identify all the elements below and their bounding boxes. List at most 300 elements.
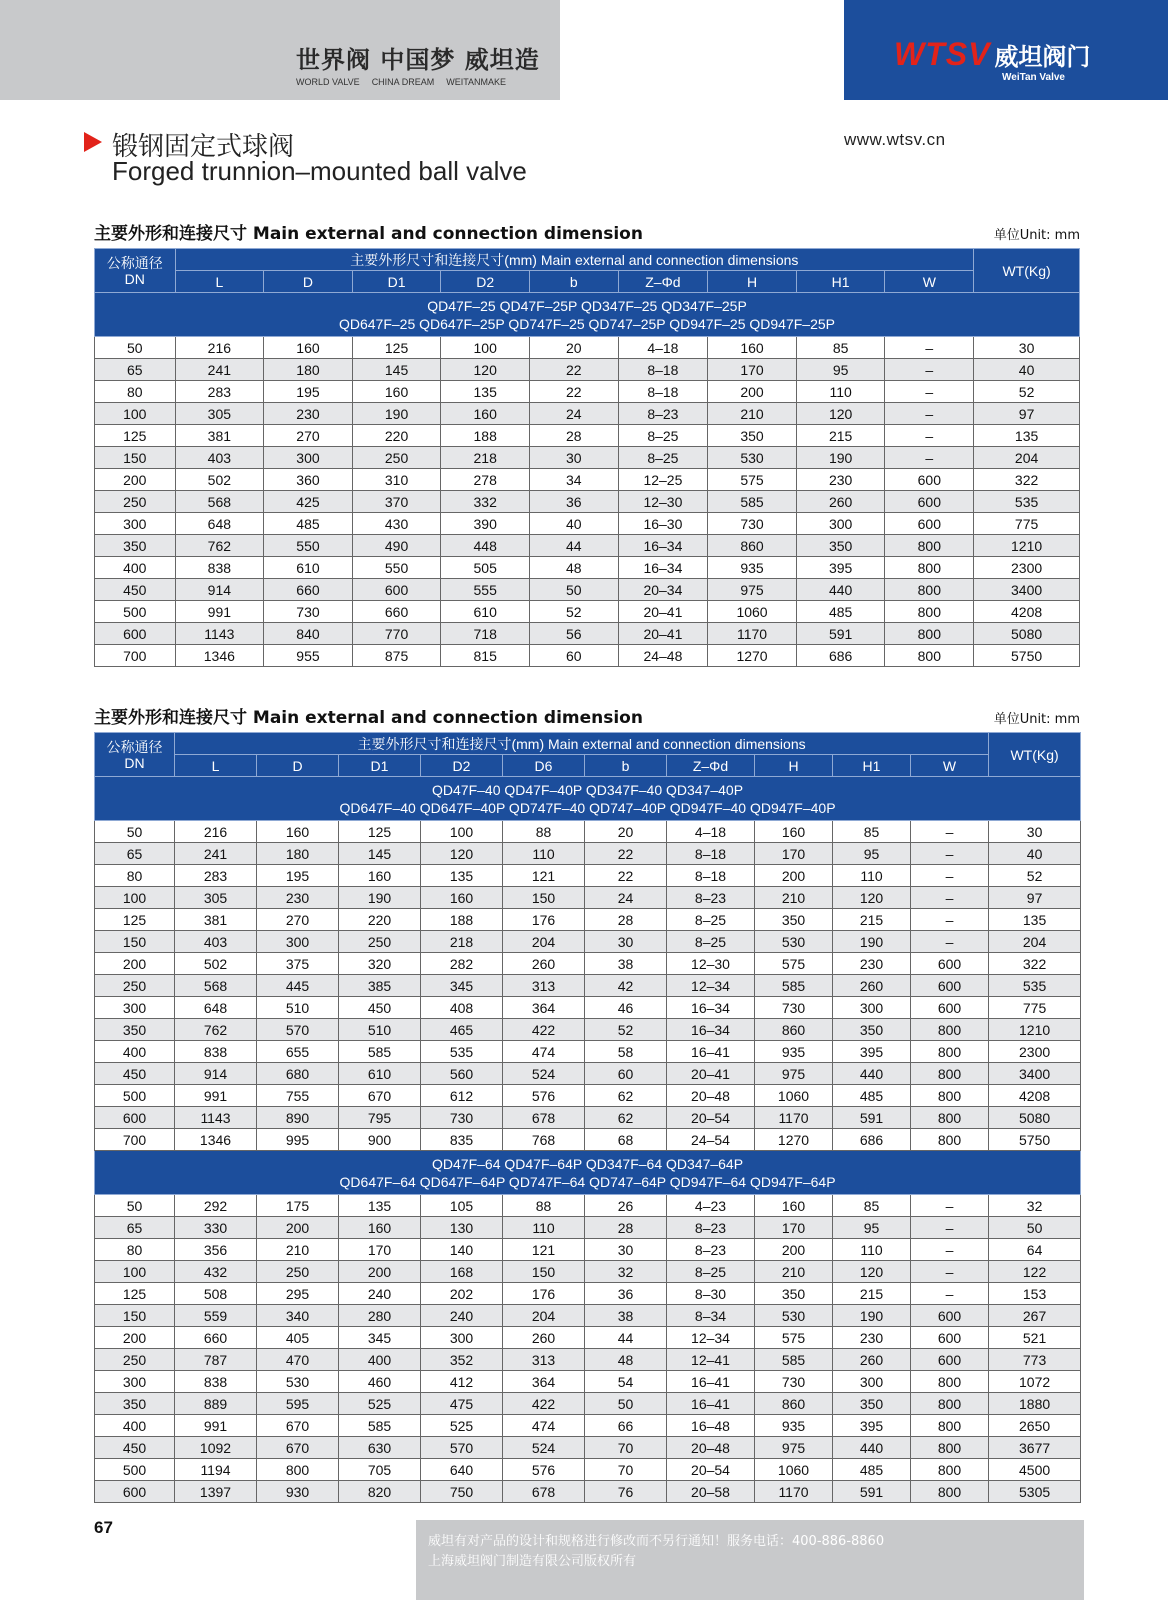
value-cell: 385 (339, 975, 421, 997)
column-header: D (264, 271, 353, 293)
value-cell: – (911, 1283, 989, 1305)
value-cell: 200 (339, 1261, 421, 1283)
value-cell: 8–23 (667, 1239, 755, 1261)
value-cell: 350 (796, 535, 885, 557)
value-cell: 800 (885, 535, 974, 557)
value-cell: 381 (175, 909, 257, 931)
value-cell: 230 (833, 1327, 911, 1349)
value-cell: 48 (585, 1349, 667, 1371)
value-cell: 364 (503, 1371, 585, 1393)
value-cell: 160 (755, 1195, 833, 1217)
value-cell: 800 (885, 645, 974, 667)
value-cell: 230 (796, 469, 885, 491)
value-cell: 762 (175, 535, 264, 557)
value-cell: 648 (175, 997, 257, 1019)
value-cell: 800 (911, 1371, 989, 1393)
value-cell: 88 (503, 1195, 585, 1217)
value-cell: 1210 (989, 1019, 1081, 1041)
value-cell: 800 (911, 1107, 989, 1129)
table-row (95, 447, 1080, 469)
value-cell: 175 (257, 1195, 339, 1217)
value-cell: 460 (339, 1371, 421, 1393)
value-cell: 550 (352, 557, 441, 579)
value-cell: 991 (175, 1085, 257, 1107)
table-row (95, 975, 1081, 997)
value-cell: 750 (421, 1481, 503, 1503)
value-cell: 20–41 (667, 1063, 755, 1085)
value-cell: 470 (257, 1349, 339, 1371)
model-list (95, 777, 1081, 821)
dn-cell: 65 (95, 843, 175, 865)
table-row (95, 1085, 1081, 1107)
value-cell: 190 (352, 403, 441, 425)
table-row (95, 1063, 1081, 1085)
value-cell: – (911, 821, 989, 843)
value-cell: 403 (175, 931, 257, 953)
value-cell: 585 (708, 491, 797, 513)
value-cell: 216 (175, 337, 264, 359)
dn-cell: 250 (95, 975, 175, 997)
dn-cell: 300 (95, 513, 176, 535)
value-cell: 640 (421, 1459, 503, 1481)
value-cell: 16–34 (618, 557, 708, 579)
dn-cell: 125 (95, 909, 175, 931)
value-cell: 44 (585, 1327, 667, 1349)
value-cell: 1170 (755, 1107, 833, 1129)
value-cell: 800 (911, 1393, 989, 1415)
value-cell: 70 (585, 1459, 667, 1481)
dn-cell: 150 (95, 1305, 175, 1327)
value-cell: 570 (421, 1437, 503, 1459)
column-header: W (885, 271, 974, 293)
value-cell: 16–41 (667, 1371, 755, 1393)
value-cell: 85 (833, 821, 911, 843)
table-row (95, 579, 1080, 601)
dn-cell: 125 (95, 425, 176, 447)
value-cell: 190 (833, 931, 911, 953)
value-cell: 22 (585, 843, 667, 865)
value-cell: 576 (503, 1459, 585, 1481)
value-cell: 559 (175, 1305, 257, 1327)
value-cell: 313 (503, 975, 585, 997)
dn-cell: 125 (95, 1283, 175, 1305)
column-header: L (175, 271, 264, 293)
value-cell: 34 (529, 469, 618, 491)
slogan-en (296, 77, 546, 87)
value-cell: 135 (974, 425, 1080, 447)
table-row (95, 1393, 1081, 1415)
value-cell: 120 (441, 359, 530, 381)
value-cell: 16–48 (667, 1415, 755, 1437)
dn-cell: 350 (95, 1019, 175, 1041)
table-row (95, 381, 1080, 403)
value-cell: 600 (911, 997, 989, 1019)
value-cell: 28 (585, 1217, 667, 1239)
value-cell: 100 (421, 821, 503, 843)
value-cell: 345 (339, 1327, 421, 1349)
value-cell: 140 (421, 1239, 503, 1261)
dn-cell: 450 (95, 579, 176, 601)
value-cell: 8–34 (667, 1305, 755, 1327)
value-cell: 660 (264, 579, 353, 601)
value-cell: 2300 (974, 557, 1080, 579)
value-cell: 280 (339, 1305, 421, 1327)
header-brand-band (844, 0, 1168, 100)
value-cell: 502 (175, 469, 264, 491)
table2-section-title: 主要外形和连接尺寸 Main external and connection dimension (94, 708, 643, 728)
value-cell: 230 (833, 953, 911, 975)
value-cell: 12–41 (667, 1349, 755, 1371)
value-cell: 8–23 (667, 1217, 755, 1239)
value-cell: 1270 (755, 1129, 833, 1151)
value-cell: 400 (339, 1349, 421, 1371)
table-row (95, 1305, 1081, 1327)
dn-header-en: DN (124, 270, 145, 287)
value-cell: 135 (441, 381, 530, 403)
model-line: QD47F–40 QD47F–40P QD347F–40 QD347–40P (432, 781, 744, 798)
value-cell: – (885, 425, 974, 447)
table-row (95, 337, 1080, 359)
value-cell: 210 (257, 1239, 339, 1261)
value-cell: 70 (585, 1437, 667, 1459)
value-cell: 180 (264, 359, 353, 381)
table-row (95, 1019, 1081, 1041)
value-cell: 445 (257, 975, 339, 997)
value-cell: 230 (257, 887, 339, 909)
value-cell: 350 (833, 1019, 911, 1041)
value-cell: 530 (755, 931, 833, 953)
table-row (95, 1195, 1081, 1217)
value-cell: 800 (885, 601, 974, 623)
value-cell: 176 (503, 909, 585, 931)
value-cell: 730 (755, 997, 833, 1019)
table-row (95, 557, 1080, 579)
value-cell: 85 (833, 1195, 911, 1217)
value-cell: 800 (911, 1437, 989, 1459)
value-cell: 535 (989, 975, 1081, 997)
table-row (95, 1415, 1081, 1437)
value-cell: 755 (257, 1085, 339, 1107)
value-cell: 20–41 (618, 601, 708, 623)
value-cell: 600 (885, 513, 974, 535)
value-cell: 42 (585, 975, 667, 997)
dn-cell: 500 (95, 1459, 175, 1481)
value-cell: 110 (796, 381, 885, 403)
value-cell: 576 (503, 1085, 585, 1107)
value-cell: 160 (339, 865, 421, 887)
value-cell: 283 (175, 381, 264, 403)
value-cell: 332 (441, 491, 530, 513)
model-list (95, 1151, 1081, 1195)
value-cell: 395 (833, 1041, 911, 1063)
dn-cell: 300 (95, 997, 175, 1019)
value-cell: 530 (257, 1371, 339, 1393)
table-row (95, 1239, 1081, 1261)
dn-cell: 250 (95, 1349, 175, 1371)
value-cell: 105 (421, 1195, 503, 1217)
value-cell: 292 (175, 1195, 257, 1217)
value-cell: 1060 (708, 601, 797, 623)
value-cell: 474 (503, 1041, 585, 1063)
value-cell: 30 (974, 337, 1080, 359)
value-cell: 20–48 (667, 1085, 755, 1107)
table-row (95, 1459, 1081, 1481)
value-cell: 66 (585, 1415, 667, 1437)
value-cell: 12–34 (667, 975, 755, 997)
value-cell: 40 (529, 513, 618, 535)
column-header: H (708, 271, 797, 293)
dn-cell: 80 (95, 865, 175, 887)
value-cell: 195 (257, 865, 339, 887)
value-cell: 730 (421, 1107, 503, 1129)
table-row (95, 403, 1080, 425)
value-cell: 490 (352, 535, 441, 557)
value-cell: 150 (503, 887, 585, 909)
value-cell: 188 (421, 909, 503, 931)
value-cell: 32 (585, 1261, 667, 1283)
value-cell: 670 (339, 1085, 421, 1107)
table-row (95, 953, 1081, 975)
dn-cell: 65 (95, 359, 176, 381)
value-cell: 430 (352, 513, 441, 535)
value-cell: 30 (989, 821, 1081, 843)
value-cell: 24–54 (667, 1129, 755, 1151)
model-row (95, 777, 1081, 821)
value-cell: 300 (833, 997, 911, 1019)
value-cell: 524 (503, 1063, 585, 1085)
slogan-en-3: WEITANMAKE (446, 77, 507, 87)
table-row (95, 887, 1081, 909)
model-row (95, 1151, 1081, 1195)
value-cell: 30 (529, 447, 618, 469)
value-cell: 4500 (989, 1459, 1081, 1481)
slogan-cn: 世界阀 中国梦 威坦造 (296, 45, 540, 74)
value-cell: 535 (974, 491, 1080, 513)
value-cell: 8–23 (667, 887, 755, 909)
value-cell: 24 (585, 887, 667, 909)
value-cell: 8–23 (618, 403, 708, 425)
table-row (95, 1217, 1081, 1239)
value-cell: 121 (503, 865, 585, 887)
value-cell: 56 (529, 623, 618, 645)
value-cell: 68 (585, 1129, 667, 1151)
dn-cell: 500 (95, 1085, 175, 1107)
value-cell: 125 (339, 821, 421, 843)
column-header: b (585, 755, 667, 777)
value-cell: 8–25 (618, 447, 708, 469)
value-cell: 260 (503, 1327, 585, 1349)
value-cell: 935 (755, 1415, 833, 1437)
value-cell: 600 (911, 1327, 989, 1349)
value-cell: 773 (989, 1349, 1081, 1371)
value-cell: 145 (352, 359, 441, 381)
value-cell: – (885, 447, 974, 469)
value-cell: 440 (833, 1437, 911, 1459)
value-cell: 215 (833, 909, 911, 931)
value-cell: 32 (989, 1195, 1081, 1217)
value-cell: 204 (503, 1305, 585, 1327)
value-cell: 170 (755, 1217, 833, 1239)
value-cell: 585 (755, 1349, 833, 1371)
table-row (95, 909, 1081, 931)
value-cell: 313 (503, 1349, 585, 1371)
value-cell: 630 (339, 1437, 421, 1459)
value-cell: – (911, 843, 989, 865)
value-cell: 381 (175, 425, 264, 447)
value-cell: 955 (264, 645, 353, 667)
value-cell: 450 (339, 997, 421, 1019)
value-cell: 12–25 (618, 469, 708, 491)
value-cell: 340 (257, 1305, 339, 1327)
dimensions-group-header: 主要外形尺寸和连接尺寸(mm) Main external and connection dimensions (175, 249, 974, 271)
value-cell: 800 (911, 1063, 989, 1085)
table2-unit: 单位Unit: mm (993, 712, 1080, 727)
value-cell: 800 (911, 1415, 989, 1437)
value-cell: 100 (441, 337, 530, 359)
value-cell: 60 (585, 1063, 667, 1085)
dn-cell: 80 (95, 381, 176, 403)
value-cell: 282 (421, 953, 503, 975)
value-cell: 120 (796, 403, 885, 425)
value-cell: 474 (503, 1415, 585, 1437)
value-cell: 50 (585, 1393, 667, 1415)
value-cell: 600 (885, 469, 974, 491)
value-cell: 705 (339, 1459, 421, 1481)
value-cell: 4208 (989, 1085, 1081, 1107)
value-cell: 240 (421, 1305, 503, 1327)
value-cell: 110 (833, 865, 911, 887)
value-cell: 5305 (989, 1481, 1081, 1503)
value-cell: 200 (755, 1239, 833, 1261)
value-cell: 975 (755, 1063, 833, 1085)
value-cell: 4–18 (618, 337, 708, 359)
value-cell: 168 (421, 1261, 503, 1283)
dn-cell: 700 (95, 645, 176, 667)
value-cell: 200 (257, 1217, 339, 1239)
value-cell: 322 (974, 469, 1080, 491)
value-cell: 375 (257, 953, 339, 975)
value-cell: 1170 (755, 1481, 833, 1503)
value-cell: 800 (911, 1085, 989, 1107)
value-cell: 85 (796, 337, 885, 359)
value-cell: 686 (796, 645, 885, 667)
column-header: W (911, 755, 989, 777)
value-cell: 403 (175, 447, 264, 469)
slogan-en-2: CHINA DREAM (371, 77, 435, 87)
model-line: QD647F–25 QD647F–25P QD747F–25 QD747–25P QD947F–25 QD947F–25P (338, 315, 835, 332)
value-cell: 121 (503, 1239, 585, 1261)
value-cell: 575 (708, 469, 797, 491)
dn-cell: 100 (95, 403, 176, 425)
table-row (95, 623, 1080, 645)
value-cell: 648 (175, 513, 264, 535)
value-cell: 1194 (175, 1459, 257, 1481)
dn-cell: 400 (95, 1041, 175, 1063)
value-cell: 530 (755, 1305, 833, 1327)
value-cell: 215 (833, 1283, 911, 1305)
value-cell: 170 (708, 359, 797, 381)
value-cell: 52 (974, 381, 1080, 403)
value-cell: 680 (257, 1063, 339, 1085)
value-cell: 260 (796, 491, 885, 513)
value-cell: 890 (257, 1107, 339, 1129)
value-cell: 8–18 (618, 381, 708, 403)
dn-header-en: DN (124, 754, 145, 771)
dn-header-cn: 公称通径 (106, 254, 163, 271)
value-cell: 935 (755, 1041, 833, 1063)
value-cell: 730 (708, 513, 797, 535)
dn-cell: 80 (95, 1239, 175, 1261)
value-cell: 840 (264, 623, 353, 645)
dn-cell: 600 (95, 1481, 175, 1503)
dimension-table-2 (94, 732, 1081, 1503)
value-cell: 838 (175, 557, 264, 579)
dimensions-group-header: 主要外形尺寸和连接尺寸(mm) Main external and connection dimensions (175, 733, 989, 755)
value-cell: 370 (352, 491, 441, 513)
value-cell: 352 (421, 1349, 503, 1371)
value-cell: 36 (585, 1283, 667, 1305)
value-cell: 30 (585, 1239, 667, 1261)
value-cell: 38 (585, 953, 667, 975)
table1-section-title: 主要外形和连接尺寸 Main external and connection dimension (94, 224, 643, 244)
value-cell: 350 (755, 1283, 833, 1305)
value-cell: 16–30 (618, 513, 708, 535)
value-cell: 3400 (974, 579, 1080, 601)
dn-cell: 65 (95, 1217, 175, 1239)
dn-cell: 700 (95, 1129, 175, 1151)
model-line: QD647F–40 QD647F–40P QD747F–40 QD747–40P QD947F–40 QD947F–40P (339, 799, 836, 816)
value-cell: 4–18 (667, 821, 755, 843)
column-header: Z–Φd (667, 755, 755, 777)
table-row (95, 1371, 1081, 1393)
value-cell: 20–41 (618, 623, 708, 645)
table-row (95, 491, 1080, 513)
table-row (95, 1349, 1081, 1371)
dn-cell: 450 (95, 1437, 175, 1459)
value-cell: 48 (529, 557, 618, 579)
dn-cell: 500 (95, 601, 176, 623)
dn-cell: 350 (95, 1393, 175, 1415)
value-cell: 5080 (989, 1107, 1081, 1129)
value-cell: 62 (585, 1107, 667, 1129)
value-cell: 678 (503, 1107, 585, 1129)
value-cell: 838 (175, 1371, 257, 1393)
value-cell: 241 (175, 843, 257, 865)
table-row (95, 1283, 1081, 1305)
value-cell: 16–41 (667, 1393, 755, 1415)
dn-cell: 300 (95, 1371, 175, 1393)
value-cell: 322 (989, 953, 1081, 975)
value-cell: 180 (257, 843, 339, 865)
footer-band (416, 1520, 1084, 1600)
value-cell: 835 (421, 1129, 503, 1151)
value-cell: 54 (585, 1371, 667, 1393)
value-cell: 4208 (974, 601, 1080, 623)
column-header: H (755, 755, 833, 777)
value-cell: 568 (175, 975, 257, 997)
value-cell: 787 (175, 1349, 257, 1371)
value-cell: 218 (441, 447, 530, 469)
value-cell: 240 (339, 1283, 421, 1305)
value-cell: 395 (833, 1415, 911, 1437)
value-cell: 595 (257, 1393, 339, 1415)
table-row (95, 1129, 1081, 1151)
value-cell: 600 (911, 975, 989, 997)
value-cell: 160 (339, 1217, 421, 1239)
dn-cell: 100 (95, 887, 175, 909)
value-cell: 50 (989, 1217, 1081, 1239)
column-header: H1 (833, 755, 911, 777)
